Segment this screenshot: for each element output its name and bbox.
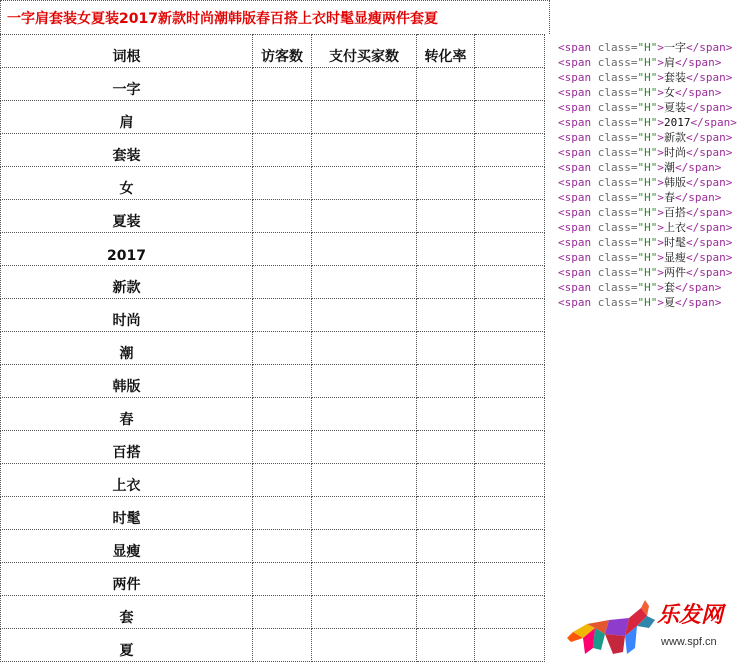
- keyword-label: 肩: [119, 115, 134, 131]
- cell-buyers[interactable]: [312, 398, 417, 431]
- table-row: [1, 200, 545, 233]
- cell-visitors[interactable]: [253, 431, 312, 464]
- code-tag: </span>: [686, 236, 733, 249]
- cell-conversion[interactable]: [417, 431, 475, 464]
- cell-extra[interactable]: [475, 233, 545, 266]
- cell-conversion[interactable]: [417, 563, 475, 596]
- code-line: [558, 220, 754, 235]
- cell-visitors[interactable]: [253, 299, 312, 332]
- code-tag: <span: [558, 236, 598, 249]
- keyword-label: 新款: [112, 280, 141, 296]
- code-str: "H": [637, 71, 658, 84]
- code-tag: >: [657, 71, 664, 84]
- cell-buyers[interactable]: [312, 563, 417, 596]
- code-txt: 套: [664, 281, 675, 294]
- code-txt: 上衣: [664, 221, 686, 234]
- code-attr: class=: [597, 146, 638, 159]
- code-tag: <span: [558, 266, 598, 279]
- cell-conversion[interactable]: [417, 233, 475, 266]
- code-line: [558, 100, 754, 115]
- brand-logo: [565, 598, 750, 660]
- code-tag: >: [657, 131, 664, 144]
- cell-word[interactable]: [1, 68, 253, 101]
- cell-extra[interactable]: [475, 299, 545, 332]
- code-tag: <span: [558, 56, 598, 69]
- code-tag: </span>: [686, 146, 733, 159]
- logo-brand-text: 乐发网: [657, 602, 724, 628]
- code-tag: <span: [558, 116, 598, 129]
- code-str: "H": [637, 131, 658, 144]
- code-txt: 新款: [664, 131, 686, 144]
- code-str: "H": [637, 146, 658, 159]
- cell-word[interactable]: [1, 332, 253, 365]
- code-line: [558, 265, 754, 280]
- code-tag: </span>: [686, 251, 733, 264]
- cell-word[interactable]: [1, 134, 253, 167]
- cell-word[interactable]: [1, 530, 253, 563]
- code-tag: >: [657, 41, 664, 54]
- cell-conversion[interactable]: [417, 464, 475, 497]
- code-tag: <span: [558, 191, 598, 204]
- table-row: [1, 530, 545, 563]
- table-row: [1, 398, 545, 431]
- code-tag: <span: [558, 131, 598, 144]
- code-tag: >: [657, 296, 664, 309]
- code-str: "H": [637, 116, 658, 129]
- code-str: "H": [637, 101, 658, 114]
- code-txt: 潮: [664, 161, 675, 174]
- code-tag: >: [657, 221, 664, 234]
- code-tag: </span>: [686, 71, 733, 84]
- cell-visitors[interactable]: [253, 464, 312, 497]
- code-tag: <span: [558, 296, 598, 309]
- cell-word[interactable]: [1, 200, 253, 233]
- cell-visitors[interactable]: [253, 563, 312, 596]
- cell-conversion[interactable]: [417, 530, 475, 563]
- cell-conversion[interactable]: [417, 398, 475, 431]
- keyword-label: 套装: [112, 148, 141, 164]
- cell-visitors[interactable]: [253, 200, 312, 233]
- code-tag: <span: [558, 251, 598, 264]
- code-attr: class=: [597, 176, 638, 189]
- cell-visitors[interactable]: [253, 68, 312, 101]
- code-txt: 2017: [664, 116, 691, 129]
- code-tag: >: [657, 251, 664, 264]
- keyword-label: 夏: [119, 643, 134, 659]
- code-tag: </span>: [686, 131, 733, 144]
- code-attr: class=: [597, 236, 638, 249]
- code-tag: </span>: [675, 161, 722, 174]
- code-tag: </span>: [675, 191, 722, 204]
- code-line: [558, 205, 754, 220]
- code-str: "H": [637, 191, 658, 204]
- code-tag: >: [657, 56, 664, 69]
- cell-visitors[interactable]: [253, 332, 312, 365]
- code-str: "H": [637, 266, 658, 279]
- code-attr: class=: [597, 101, 638, 114]
- code-txt: 时尚: [664, 146, 686, 159]
- cell-extra[interactable]: [475, 464, 545, 497]
- cell-word[interactable]: [1, 464, 253, 497]
- cell-visitors[interactable]: [253, 266, 312, 299]
- cell-buyers[interactable]: [312, 233, 417, 266]
- code-attr: class=: [597, 161, 638, 174]
- cell-buyers[interactable]: [312, 266, 417, 299]
- code-tag: </span>: [675, 281, 722, 294]
- code-tag: >: [657, 101, 664, 114]
- code-line: [558, 295, 754, 310]
- code-line: [558, 85, 754, 100]
- code-tag: >: [657, 281, 664, 294]
- code-attr: class=: [597, 116, 638, 129]
- keyword-label: 2017: [107, 248, 146, 264]
- table-row: [1, 332, 545, 365]
- keyword-label: 两件: [112, 577, 141, 593]
- cell-visitors[interactable]: [253, 398, 312, 431]
- code-attr: class=: [597, 56, 638, 69]
- code-str: "H": [637, 236, 658, 249]
- cell-conversion[interactable]: [417, 101, 475, 134]
- code-tag: <span: [558, 146, 598, 159]
- keyword-label: 一字: [112, 82, 141, 98]
- code-txt: 时髦: [664, 236, 686, 249]
- cell-conversion[interactable]: [417, 299, 475, 332]
- cell-buyers[interactable]: [312, 101, 417, 134]
- keyword-label: 显瘦: [112, 544, 141, 560]
- code-str: "H": [637, 296, 658, 309]
- table-row: [1, 101, 545, 134]
- code-line: [558, 235, 754, 250]
- keyword-label: 韩版: [112, 379, 141, 395]
- keyword-label: 春: [119, 412, 134, 428]
- code-attr: class=: [597, 251, 638, 264]
- code-attr: class=: [597, 266, 638, 279]
- code-line: [558, 160, 754, 175]
- cell-visitors[interactable]: [253, 101, 312, 134]
- cell-extra[interactable]: [475, 629, 545, 662]
- code-str: "H": [637, 41, 658, 54]
- cell-extra[interactable]: [475, 68, 545, 101]
- code-tag: </span>: [686, 266, 733, 279]
- code-str: "H": [637, 251, 658, 264]
- cell-conversion[interactable]: [417, 629, 475, 662]
- cell-extra[interactable]: [475, 431, 545, 464]
- table-row: [1, 431, 545, 464]
- cell-buyers[interactable]: [312, 134, 417, 167]
- code-tag: >: [657, 176, 664, 189]
- code-tag: <span: [558, 221, 598, 234]
- cell-buyers[interactable]: [312, 167, 417, 200]
- code-txt: 两件: [664, 266, 686, 279]
- table-row: [1, 299, 545, 332]
- code-line: [558, 250, 754, 265]
- code-str: "H": [637, 176, 658, 189]
- cell-word[interactable]: [1, 398, 253, 431]
- header-extra[interactable]: [475, 35, 545, 68]
- table-row: [1, 134, 545, 167]
- code-txt: 肩: [664, 56, 675, 69]
- header-buyers[interactable]: 支付买家数: [312, 35, 417, 68]
- code-tag: >: [657, 206, 664, 219]
- code-str: "H": [637, 281, 658, 294]
- cell-word[interactable]: [1, 497, 253, 530]
- cell-word[interactable]: [1, 299, 253, 332]
- code-str: "H": [637, 161, 658, 174]
- sheet-title: 一字肩套装女夏装2017新款时尚潮韩版春百搭上衣时髦显瘦两件套夏: [7, 11, 438, 27]
- keyword-table: [0, 34, 545, 662]
- cell-visitors[interactable]: [253, 596, 312, 629]
- code-tag: <span: [558, 176, 598, 189]
- cell-word[interactable]: [1, 431, 253, 464]
- cell-buyers[interactable]: [312, 431, 417, 464]
- cell-word[interactable]: [1, 167, 253, 200]
- cell-extra[interactable]: [475, 596, 545, 629]
- title-cell[interactable]: [0, 0, 550, 34]
- code-tag: </span>: [686, 176, 733, 189]
- cell-extra[interactable]: [475, 332, 545, 365]
- cell-conversion[interactable]: [417, 365, 475, 398]
- code-attr: class=: [597, 281, 638, 294]
- code-attr: class=: [597, 296, 638, 309]
- code-tag: <span: [558, 161, 598, 174]
- code-tag: </span>: [675, 86, 722, 99]
- code-tag: </span>: [690, 116, 737, 129]
- table-row: [1, 596, 545, 629]
- code-txt: 女: [664, 86, 675, 99]
- cell-visitors[interactable]: [253, 365, 312, 398]
- code-line: [558, 70, 754, 85]
- cell-word[interactable]: [1, 596, 253, 629]
- code-tag: >: [657, 236, 664, 249]
- keyword-label: 上衣: [112, 478, 141, 494]
- code-txt: 百搭: [664, 206, 686, 219]
- code-tag: <span: [558, 86, 598, 99]
- table-row: [1, 167, 545, 200]
- code-line: [558, 175, 754, 190]
- code-tag: >: [657, 86, 664, 99]
- keyword-label: 时髦: [112, 511, 141, 527]
- table-row: [1, 233, 545, 266]
- code-tag: </span>: [686, 41, 733, 54]
- code-tag: </span>: [686, 206, 733, 219]
- code-txt: 一字: [664, 41, 686, 54]
- cell-extra[interactable]: [475, 398, 545, 431]
- cell-conversion[interactable]: [417, 167, 475, 200]
- cell-conversion[interactable]: [417, 332, 475, 365]
- table-row: [1, 464, 545, 497]
- code-tag: >: [657, 266, 664, 279]
- code-str: "H": [637, 206, 658, 219]
- cell-buyers[interactable]: [312, 365, 417, 398]
- keyword-label: 百搭: [112, 445, 141, 461]
- cell-extra[interactable]: [475, 530, 545, 563]
- bull-logo-icon: [565, 598, 660, 660]
- code-line: [558, 190, 754, 205]
- cell-conversion[interactable]: [417, 266, 475, 299]
- code-txt: 夏: [664, 296, 675, 309]
- cell-extra[interactable]: [475, 101, 545, 134]
- header-row: [1, 35, 545, 68]
- cell-word[interactable]: [1, 365, 253, 398]
- cell-buyers[interactable]: [312, 200, 417, 233]
- code-line: [558, 280, 754, 295]
- code-attr: class=: [597, 41, 638, 54]
- cell-conversion[interactable]: [417, 200, 475, 233]
- cell-extra[interactable]: [475, 134, 545, 167]
- cell-visitors[interactable]: [253, 497, 312, 530]
- table-row: [1, 497, 545, 530]
- cell-word[interactable]: [1, 233, 253, 266]
- cell-conversion[interactable]: [417, 596, 475, 629]
- code-attr: class=: [597, 71, 638, 84]
- cell-visitors[interactable]: [253, 233, 312, 266]
- code-str: "H": [637, 56, 658, 69]
- code-tag: <span: [558, 71, 598, 84]
- code-tag: <span: [558, 206, 598, 219]
- header-word[interactable]: 词根: [1, 35, 253, 68]
- cell-conversion[interactable]: [417, 497, 475, 530]
- cell-extra[interactable]: [475, 563, 545, 596]
- code-str: "H": [637, 221, 658, 234]
- cell-word[interactable]: [1, 563, 253, 596]
- cell-visitors[interactable]: [253, 167, 312, 200]
- cell-word[interactable]: [1, 266, 253, 299]
- cell-word[interactable]: [1, 101, 253, 134]
- code-attr: class=: [597, 191, 638, 204]
- code-tag: >: [657, 146, 664, 159]
- logo-url-text: www.spf.cn: [661, 636, 717, 648]
- header-visitors[interactable]: 访客数: [253, 35, 312, 68]
- keyword-label: 夏装: [112, 214, 141, 230]
- code-attr: class=: [597, 131, 638, 144]
- header-conversion[interactable]: 转化率: [417, 35, 475, 68]
- cell-conversion[interactable]: [417, 134, 475, 167]
- keyword-label: 时尚: [112, 313, 141, 329]
- code-txt: 夏装: [664, 101, 686, 114]
- keyword-label: 女: [119, 181, 134, 197]
- code-txt: 韩版: [664, 176, 686, 189]
- cell-buyers[interactable]: [312, 497, 417, 530]
- keyword-label: 潮: [119, 346, 134, 362]
- cell-buyers[interactable]: [312, 629, 417, 662]
- code-line: [558, 115, 754, 130]
- cell-visitors[interactable]: [253, 530, 312, 563]
- code-str: "H": [637, 86, 658, 99]
- cell-buyers[interactable]: [312, 299, 417, 332]
- code-tag: </span>: [675, 56, 722, 69]
- code-attr: class=: [597, 86, 638, 99]
- code-attr: class=: [597, 221, 638, 234]
- code-tag: <span: [558, 41, 598, 54]
- table-row: [1, 266, 545, 299]
- code-tag: </span>: [675, 296, 722, 309]
- cell-extra[interactable]: [475, 365, 545, 398]
- code-tag: <span: [558, 281, 598, 294]
- code-txt: 套装: [664, 71, 686, 84]
- code-tag: </span>: [686, 221, 733, 234]
- code-line: [558, 130, 754, 145]
- code-tag: >: [657, 191, 664, 204]
- code-tag: >: [657, 161, 664, 174]
- keyword-label: 套: [119, 610, 134, 626]
- code-line: [558, 40, 754, 55]
- code-txt: 显瘦: [664, 251, 686, 264]
- cell-word[interactable]: [1, 629, 253, 662]
- code-tag: </span>: [686, 101, 733, 114]
- cell-buyers[interactable]: [312, 464, 417, 497]
- code-txt: 春: [664, 191, 675, 204]
- code-tag: <span: [558, 101, 598, 114]
- code-attr: class=: [597, 206, 638, 219]
- cell-extra[interactable]: [475, 497, 545, 530]
- table-row: [1, 563, 545, 596]
- code-line: [558, 55, 754, 70]
- cell-conversion[interactable]: [417, 68, 475, 101]
- cell-buyers[interactable]: [312, 332, 417, 365]
- table-row: [1, 629, 545, 662]
- cell-extra[interactable]: [475, 200, 545, 233]
- cell-visitors[interactable]: [253, 134, 312, 167]
- code-line: [558, 145, 754, 160]
- cell-buyers[interactable]: [312, 68, 417, 101]
- table-row: [1, 68, 545, 101]
- code-panel: [558, 40, 754, 330]
- cell-visitors[interactable]: [253, 629, 312, 662]
- cell-buyers[interactable]: [312, 596, 417, 629]
- cell-extra[interactable]: [475, 167, 545, 200]
- cell-buyers[interactable]: [312, 530, 417, 563]
- table-row: [1, 365, 545, 398]
- code-tag: >: [657, 116, 664, 129]
- cell-extra[interactable]: [475, 266, 545, 299]
